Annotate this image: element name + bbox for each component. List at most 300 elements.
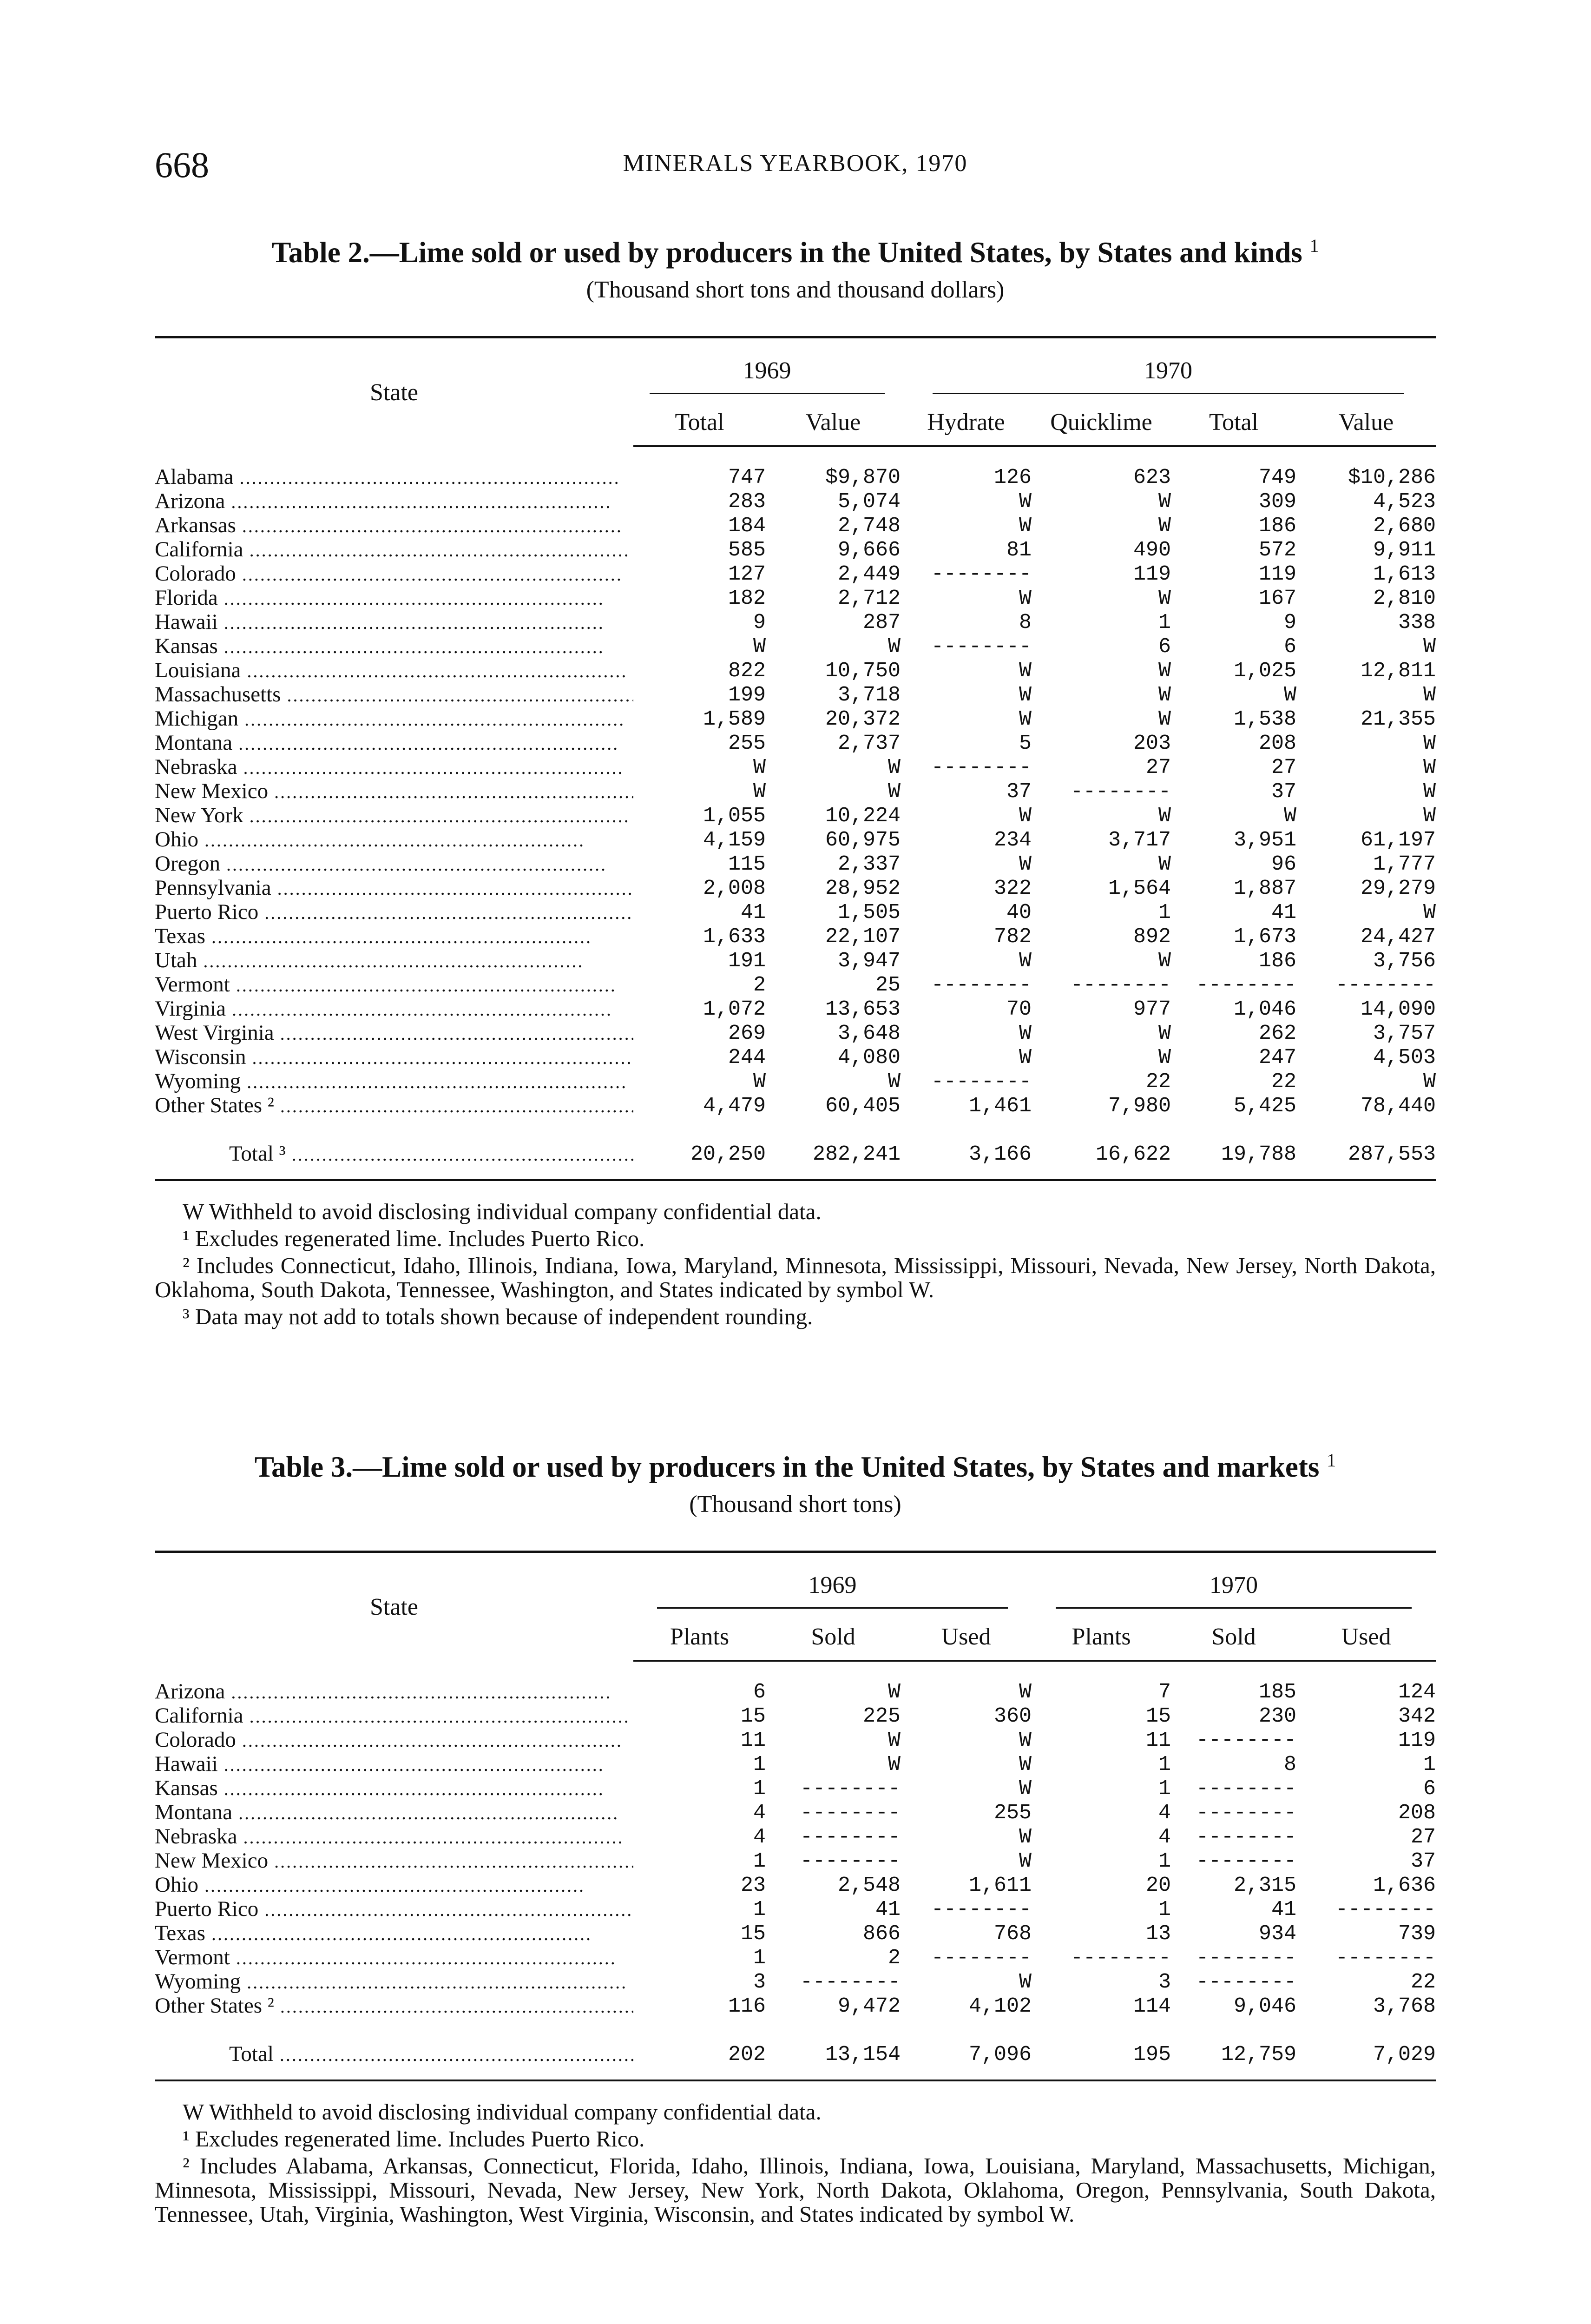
table-3-title-text: Table 3.—Lime sold or used by producers in the United States, by States and markets <box>254 1451 1320 1483</box>
table-row <box>155 538 1436 562</box>
value-cell: 3,756 <box>1373 949 1436 973</box>
value-cell: 1 <box>1158 900 1171 924</box>
value-cell: 1 <box>753 1897 766 1921</box>
value-cell: 2,680 <box>1373 514 1436 538</box>
total-row <box>155 1118 1436 1180</box>
table-row <box>155 1021 1436 1045</box>
value-cell: 1 <box>1158 1776 1171 1801</box>
value-cell: W <box>1019 1752 1032 1776</box>
table-row <box>155 659 1436 683</box>
value-cell: 96 <box>1271 852 1296 876</box>
value-cell: 40 <box>1006 900 1032 924</box>
value-cell: 1,611 <box>969 1873 1032 1897</box>
value-cell: 27 <box>1411 1825 1436 1849</box>
state-name-cell: New Mexico ..... <box>155 1849 633 1873</box>
value-cell: -------- <box>1070 973 1171 997</box>
table-2-footnotes <box>155 1200 1436 1329</box>
value-cell: W <box>888 755 901 779</box>
state-name-cell: Arkansas ..... <box>155 514 633 538</box>
table-row <box>155 1873 1436 1897</box>
value-cell: W <box>1158 659 1171 683</box>
value-cell: 7,096 <box>969 2042 1032 2067</box>
value-cell: 255 <box>728 731 766 755</box>
column-header: Value <box>766 399 901 446</box>
table-row <box>155 562 1436 586</box>
footnote: ¹ Excludes regenerated lime. Includes Puerto Rico. <box>183 2126 645 2152</box>
total-row <box>155 2018 1436 2080</box>
value-cell: 4,080 <box>837 1045 901 1070</box>
table-row <box>155 828 1436 852</box>
value-cell: -------- <box>931 755 1032 779</box>
value-cell: 1,636 <box>1373 1873 1436 1897</box>
value-cell: W <box>888 634 901 659</box>
value-cell: 202 <box>728 2042 766 2067</box>
value-cell: 37 <box>1006 779 1032 804</box>
value-cell: 5 <box>1019 731 1032 755</box>
value-cell: 186 <box>1258 514 1296 538</box>
value-cell: 19,788 <box>1221 1142 1296 1166</box>
value-cell: 22 <box>1145 1070 1171 1094</box>
state-name-cell: Wisconsin ..... <box>155 1045 633 1070</box>
value-cell: 2,449 <box>837 562 901 586</box>
value-cell: 10,750 <box>825 659 901 683</box>
value-cell: 1,589 <box>703 707 766 731</box>
value-cell: 739 <box>1398 1921 1436 1946</box>
table-row <box>155 514 1436 538</box>
value-cell: 10,224 <box>825 804 901 828</box>
state-name-cell: Total ..... <box>155 2018 633 2080</box>
value-cell: 342 <box>1398 1704 1436 1728</box>
column-header: Used <box>901 1613 1032 1661</box>
running-title: MINERALS YEARBOOK, 1970 <box>623 150 968 177</box>
value-cell: 9,472 <box>837 1994 901 2018</box>
value-cell: W <box>1158 1021 1171 1045</box>
value-cell: 1 <box>1423 1752 1436 1776</box>
value-cell: W <box>888 1752 901 1776</box>
value-cell: 2,748 <box>837 514 901 538</box>
value-cell: 7,980 <box>1108 1094 1171 1118</box>
value-cell: W <box>1019 1728 1032 1752</box>
state-name-cell: Colorado ..... <box>155 1728 633 1752</box>
footnote: W Withheld to avoid disclosing individual company confidential data. <box>183 2099 822 2125</box>
value-cell: W <box>888 1728 901 1752</box>
table-2-bottom-rule <box>155 1180 1436 1181</box>
table-3-title <box>155 1449 1436 1484</box>
column-header: Value <box>1296 399 1436 446</box>
value-cell: W <box>1423 779 1436 804</box>
value-cell: 282,241 <box>812 1142 901 1166</box>
value-cell: 61,197 <box>1360 828 1436 852</box>
value-cell: 490 <box>1133 538 1171 562</box>
value-cell: 3,648 <box>837 1021 901 1045</box>
year-1970-header <box>901 337 1436 399</box>
value-cell: 22,107 <box>825 924 901 949</box>
value-cell: W <box>1019 1825 1032 1849</box>
footnote: ² Includes Connecticut, Idaho, Illinois, Indiana, Iowa, Maryland, Minnesota, Mississippi, Missouri, Nevada, New Jersey, North Dakota, Oklahoma, South Dakota, Tennessee, Washington, and States indicated by symbol W. <box>155 1253 1436 1302</box>
state-name-cell: Texas ..... <box>155 1921 633 1946</box>
value-cell: W <box>753 779 766 804</box>
value-cell: 977 <box>1133 997 1171 1021</box>
value-cell: 1,564 <box>1108 876 1171 900</box>
table-2-bottom-rule-cell <box>155 1180 1436 1181</box>
state-name-cell: Vermont ..... <box>155 1946 633 1970</box>
value-cell: 208 <box>1398 1801 1436 1825</box>
value-cell: W <box>888 779 901 804</box>
table-2-title <box>155 235 1436 270</box>
state-name-cell: California ..... <box>155 1704 633 1728</box>
value-cell: -------- <box>1196 1849 1297 1873</box>
state-name-cell: Oregon ..... <box>155 852 633 876</box>
value-cell: 1,673 <box>1233 924 1296 949</box>
value-cell: W <box>1283 804 1296 828</box>
value-cell: 3 <box>1158 1970 1171 1994</box>
table-row <box>155 1045 1436 1070</box>
year-1969-header <box>633 1552 1032 1614</box>
state-name-cell: Vermont ..... <box>155 973 633 997</box>
value-cell: 14,090 <box>1360 997 1436 1021</box>
value-cell: 1,046 <box>1233 997 1296 1021</box>
table-row <box>155 1897 1436 1921</box>
state-name-cell: Arizona ..... <box>155 489 633 514</box>
footnote: ² Includes Alabama, Arkansas, Connecticut, Florida, Idaho, Illinois, Indiana, Iowa, Louisiana, Maryland, Massachusetts, Michigan, Minnesota, Mississippi, Missouri, Nevada, New Jersey, New York, North Dakota, Oklahoma, Oregon, Pennsylvania, South Dakota, Tennessee, Utah, Virginia, Washington, West Virginia, Wisconsin, and States indicated by symbol W. <box>155 2153 1436 2227</box>
value-cell: -------- <box>931 634 1032 659</box>
value-cell: 6 <box>1283 634 1296 659</box>
value-cell: W <box>1019 514 1032 538</box>
table-3 <box>155 1449 1436 2229</box>
value-cell: 4,523 <box>1373 489 1436 514</box>
column-header: Used <box>1296 1613 1436 1661</box>
value-cell: 13,653 <box>825 997 901 1021</box>
value-cell: 12,811 <box>1360 659 1436 683</box>
table-row <box>155 1094 1436 1118</box>
value-cell: 184 <box>728 514 766 538</box>
value-cell: 15 <box>740 1704 766 1728</box>
state-name-cell: Puerto Rico ..... <box>155 1897 633 1921</box>
table-row <box>155 1704 1436 1728</box>
table-row <box>155 1776 1436 1801</box>
value-cell: 3,166 <box>968 1142 1032 1166</box>
value-cell: 4,503 <box>1373 1045 1436 1070</box>
value-cell: 6 <box>1423 1776 1436 1801</box>
state-name-cell: Louisiana ..... <box>155 659 633 683</box>
value-cell: 4,479 <box>703 1094 766 1118</box>
table-row <box>155 1849 1436 1873</box>
value-cell: 4 <box>1158 1825 1171 1849</box>
table-row <box>155 1661 1436 1704</box>
table-row <box>155 1728 1436 1752</box>
value-cell: 182 <box>728 586 766 610</box>
value-cell: 13,154 <box>825 2042 901 2067</box>
state-name-cell: Other States ² ..... <box>155 1094 633 1118</box>
state-name-cell: Nebraska ..... <box>155 755 633 779</box>
value-cell: 360 <box>994 1704 1032 1728</box>
table-row <box>155 489 1436 514</box>
value-cell: -------- <box>1335 973 1436 997</box>
table-row <box>155 1946 1436 1970</box>
table-3-bottom-rule-cell <box>155 2080 1436 2081</box>
value-cell: -------- <box>931 973 1032 997</box>
value-cell: 782 <box>993 924 1032 949</box>
value-cell: W <box>1158 586 1171 610</box>
table-row <box>155 586 1436 610</box>
value-cell: 225 <box>862 1704 901 1728</box>
table-row <box>155 446 1436 489</box>
value-cell: W <box>1019 683 1032 707</box>
value-cell: -------- <box>1196 1776 1297 1801</box>
column-header: Total <box>1171 399 1296 446</box>
value-cell: W <box>1158 804 1171 828</box>
value-cell: W <box>1158 489 1171 514</box>
state-name-cell: Kansas ..... <box>155 634 633 659</box>
value-cell: 81 <box>1006 538 1032 562</box>
table-row <box>155 755 1436 779</box>
year-1969-label: 1969 <box>657 1571 1007 1609</box>
value-cell: -------- <box>800 1776 901 1801</box>
value-cell: -------- <box>1070 1946 1171 1970</box>
value-cell: -------- <box>1335 1897 1436 1921</box>
state-name-cell: Montana ..... <box>155 1801 633 1825</box>
value-cell: 5,074 <box>837 489 901 514</box>
footnote: ³ Data may not add to totals shown because of independent rounding. <box>183 1304 813 1329</box>
value-cell: 78,440 <box>1360 1094 1436 1118</box>
state-name-cell: New Mexico ..... <box>155 779 633 804</box>
table-2-body <box>155 446 1436 1180</box>
value-cell: -------- <box>1335 1946 1436 1970</box>
table-3-bottom-rule <box>155 2080 1436 2081</box>
value-cell: 4,102 <box>969 1994 1032 2018</box>
value-cell: 262 <box>1258 1021 1296 1045</box>
table-row <box>155 1070 1436 1094</box>
state-name-cell: Colorado ..... <box>155 562 633 586</box>
value-cell: 21,355 <box>1360 707 1436 731</box>
value-cell: 127 <box>728 562 766 586</box>
value-cell: 3,947 <box>837 949 901 973</box>
value-cell: 1 <box>1158 1897 1171 1921</box>
value-cell: W <box>1158 683 1171 707</box>
value-cell: -------- <box>800 1970 901 1994</box>
value-cell: W <box>1423 634 1436 659</box>
table-row <box>155 1970 1436 1994</box>
value-cell: 1 <box>753 1776 766 1801</box>
value-cell: -------- <box>1196 1825 1297 1849</box>
value-cell: 1,777 <box>1373 852 1436 876</box>
table-3-subtitle: (Thousand short tons) <box>689 1491 901 1518</box>
value-cell: 24,427 <box>1360 924 1436 949</box>
value-cell: 2 <box>753 973 766 997</box>
value-cell: -------- <box>931 1897 1032 1921</box>
table-3-body <box>155 1661 1436 2080</box>
state-name-cell: Michigan ..... <box>155 707 633 731</box>
value-cell: 1,633 <box>703 924 766 949</box>
value-cell: 892 <box>1133 924 1171 949</box>
value-cell: 2,737 <box>837 731 901 755</box>
value-cell: 585 <box>728 538 766 562</box>
value-cell: W <box>1158 852 1171 876</box>
value-cell: 623 <box>1133 466 1171 489</box>
value-cell: W <box>1158 514 1171 538</box>
value-cell: W <box>1283 683 1296 707</box>
value-cell: 2,712 <box>837 586 901 610</box>
value-cell: 8 <box>1019 610 1032 634</box>
value-cell: 60,975 <box>825 828 901 852</box>
value-cell: -------- <box>1196 1728 1297 1752</box>
state-column-header: State <box>155 337 633 447</box>
value-cell: 4 <box>753 1825 766 1849</box>
value-cell: 15 <box>740 1921 766 1946</box>
value-cell: -------- <box>931 1946 1032 1970</box>
value-cell: 4 <box>1158 1801 1171 1825</box>
value-cell: 191 <box>728 949 766 973</box>
value-cell: W <box>1019 852 1032 876</box>
table-3-grid <box>155 1551 1436 2081</box>
column-header: Sold <box>766 1613 901 1661</box>
value-cell: 255 <box>994 1801 1032 1825</box>
value-cell: 15 <box>1146 1704 1171 1728</box>
value-cell: 4,159 <box>703 828 766 852</box>
column-header: Quicklime <box>1032 399 1171 446</box>
value-cell: 1,887 <box>1233 876 1296 900</box>
value-cell: W <box>753 755 766 779</box>
value-cell: 27 <box>1145 755 1171 779</box>
state-name-cell: New York ..... <box>155 804 633 828</box>
value-cell: -------- <box>800 1825 901 1849</box>
value-cell: 195 <box>1133 2042 1171 2067</box>
value-cell: 22 <box>1271 1070 1296 1094</box>
state-name-cell: Nebraska ..... <box>155 1825 633 1849</box>
value-cell: 768 <box>994 1921 1032 1946</box>
value-cell: W <box>1158 949 1171 973</box>
table-row <box>155 779 1436 804</box>
value-cell: 199 <box>728 683 766 707</box>
value-cell: 1,538 <box>1233 707 1296 731</box>
state-name-cell: Montana ..... <box>155 731 633 755</box>
table-row <box>155 876 1436 900</box>
value-cell: 29,279 <box>1360 876 1436 900</box>
value-cell: 234 <box>993 828 1032 852</box>
state-name-cell: Florida ..... <box>155 586 633 610</box>
value-cell: W <box>1019 659 1032 683</box>
value-cell: 747 <box>728 466 766 489</box>
value-cell: 115 <box>728 852 766 876</box>
value-cell: W <box>1423 731 1436 755</box>
value-cell: 9 <box>1283 610 1296 634</box>
value-cell: 186 <box>1258 949 1296 973</box>
value-cell: 3,718 <box>837 683 901 707</box>
value-cell: 2,810 <box>1373 586 1436 610</box>
value-cell: 1 <box>1158 610 1171 634</box>
column-header: Plants <box>1032 1613 1171 1661</box>
state-name-cell: Alabama ..... <box>155 446 633 489</box>
year-1970-header <box>1032 1552 1436 1614</box>
value-cell: 25 <box>875 973 901 997</box>
table-2-grid <box>155 336 1436 1181</box>
value-cell: 119 <box>1258 562 1296 586</box>
value-cell: 119 <box>1398 1728 1436 1752</box>
value-cell: 322 <box>993 876 1032 900</box>
value-cell: 1,613 <box>1373 562 1436 586</box>
value-cell: 7,029 <box>1373 2042 1436 2067</box>
value-cell: 70 <box>1006 997 1032 1021</box>
table-row <box>155 1921 1436 1946</box>
value-cell: 1 <box>753 1752 766 1776</box>
state-column-header: State <box>155 1552 633 1661</box>
value-cell: 8 <box>1284 1752 1297 1776</box>
value-cell: 28,952 <box>825 876 901 900</box>
value-cell: 2,315 <box>1234 1873 1297 1897</box>
value-cell: 5,425 <box>1233 1094 1296 1118</box>
value-cell: 572 <box>1258 538 1296 562</box>
value-cell: 4 <box>753 1801 766 1825</box>
value-cell: 37 <box>1271 779 1296 804</box>
state-name-cell: Texas ..... <box>155 924 633 949</box>
year-1969-header <box>633 337 901 399</box>
table-2-subtitle: (Thousand short tons and thousand dollars) <box>586 277 1005 303</box>
table-row <box>155 1994 1436 2018</box>
value-cell: 9,046 <box>1234 1994 1297 2018</box>
state-name-cell: Virginia ..... <box>155 997 633 1021</box>
value-cell: 1 <box>1158 1849 1171 1873</box>
value-cell: -------- <box>1070 779 1171 804</box>
value-cell: 41 <box>740 900 766 924</box>
state-name-cell: Hawaii ..... <box>155 610 633 634</box>
value-cell: 1,505 <box>837 900 901 924</box>
value-cell: 749 <box>1258 466 1296 489</box>
value-cell: -------- <box>800 1849 901 1873</box>
table-row <box>155 1752 1436 1776</box>
value-cell: 185 <box>1259 1680 1297 1704</box>
value-cell: 6 <box>1158 634 1171 659</box>
value-cell: 1,461 <box>968 1094 1032 1118</box>
value-cell: W <box>1019 949 1032 973</box>
value-cell: 287,553 <box>1348 1142 1436 1166</box>
value-cell: 203 <box>1133 731 1171 755</box>
value-cell: 2,337 <box>837 852 901 876</box>
table-row <box>155 973 1436 997</box>
value-cell: $10,286 <box>1348 466 1436 489</box>
table-2-title-footnote-mark: 1 <box>1309 235 1319 256</box>
value-cell: W <box>1019 1970 1032 1994</box>
value-cell: 27 <box>1271 755 1296 779</box>
table-row <box>155 634 1436 659</box>
value-cell: 2,008 <box>703 876 766 900</box>
value-cell: 283 <box>728 489 766 514</box>
value-cell: 41 <box>1271 1897 1297 1921</box>
state-name-cell: Utah ..... <box>155 949 633 973</box>
value-cell: W <box>1423 683 1436 707</box>
value-cell: 126 <box>993 466 1032 489</box>
value-cell: W <box>888 1680 901 1704</box>
value-cell: 1 <box>753 1946 766 1970</box>
value-cell: -------- <box>1196 1946 1297 1970</box>
state-name-cell: Ohio ..... <box>155 1873 633 1897</box>
value-cell: 1 <box>753 1849 766 1873</box>
table-row <box>155 852 1436 876</box>
year-1970-label: 1970 <box>933 357 1404 394</box>
value-cell: 60,405 <box>825 1094 901 1118</box>
value-cell: $9,870 <box>825 466 901 489</box>
value-cell: W <box>1019 586 1032 610</box>
state-name-cell: Pennsylvania ..... <box>155 876 633 900</box>
value-cell: 9,666 <box>837 538 901 562</box>
state-name-cell: Kansas ..... <box>155 1776 633 1801</box>
value-cell: 23 <box>740 1873 766 1897</box>
value-cell: 269 <box>728 1021 766 1045</box>
value-cell: W <box>1019 1680 1032 1704</box>
table-row <box>155 900 1436 924</box>
table-3-footnotes <box>155 2100 1436 2226</box>
page-header <box>155 139 1436 191</box>
value-cell: 3 <box>753 1970 766 1994</box>
